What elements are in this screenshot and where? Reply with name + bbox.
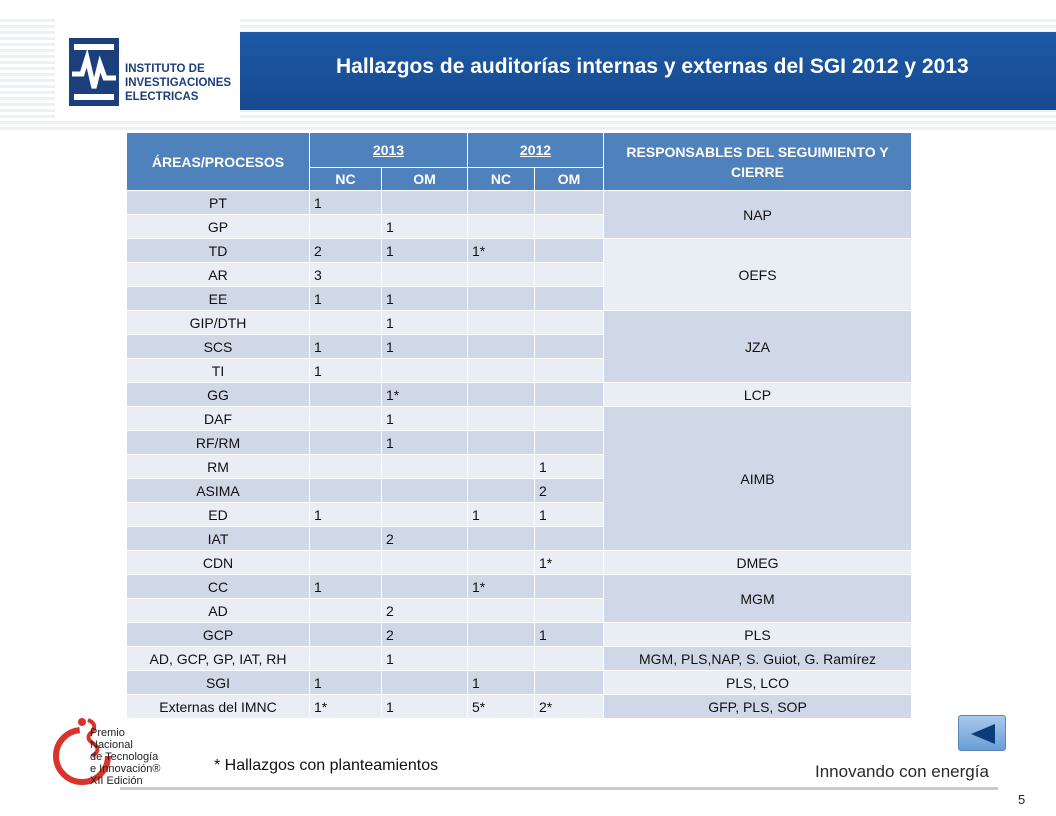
- header-2013: [310, 133, 468, 168]
- cell-nc-2012: [468, 311, 535, 335]
- cell-responsable: PLS: [604, 623, 912, 647]
- cell-om-2013: [382, 359, 468, 383]
- cell-responsable: JZA: [604, 311, 912, 383]
- cell-area: TD: [127, 239, 310, 263]
- cell-area: ASIMA: [127, 479, 310, 503]
- table-row: [127, 647, 912, 671]
- table-row: [127, 551, 912, 575]
- cell-nc-2013: 1: [310, 287, 382, 311]
- cell-om-2012: 2*: [535, 695, 604, 719]
- cell-om-2013: [382, 263, 468, 287]
- footnote: * Hallazgos con planteamientos: [214, 757, 439, 774]
- cell-om-2012: [535, 407, 604, 431]
- cell-nc-2012: [468, 335, 535, 359]
- cell-nc-2013: 1: [310, 503, 382, 527]
- cell-nc-2013: [310, 431, 382, 455]
- cell-om-2012: 1: [535, 455, 604, 479]
- cell-nc-2012: 5*: [468, 695, 535, 719]
- link-2012[interactable]: 2012: [519, 142, 552, 158]
- cell-nc-2012: [468, 479, 535, 503]
- page-number: 5: [1018, 792, 1026, 807]
- cell-nc-2012: 1: [468, 671, 535, 695]
- cell-om-2013: [382, 503, 468, 527]
- iie-logo: [55, 18, 240, 120]
- cell-om-2013: [382, 551, 468, 575]
- cell-om-2013: [382, 191, 468, 215]
- cell-area: TI: [127, 359, 310, 383]
- table-row: [127, 623, 912, 647]
- cell-nc-2012: [468, 431, 535, 455]
- cell-nc-2013: [310, 647, 382, 671]
- iie-logo-icon: [69, 38, 119, 106]
- cell-nc-2012: [468, 215, 535, 239]
- table-row: [127, 239, 912, 263]
- premio-text: [90, 727, 220, 787]
- findings-table-container: [126, 132, 912, 719]
- cell-om-2012: 1: [535, 503, 604, 527]
- cell-om-2012: [535, 575, 604, 599]
- table-row: [127, 575, 912, 599]
- cell-nc-2012: [468, 383, 535, 407]
- cell-responsable: AIMB: [604, 407, 912, 551]
- cell-nc-2013: 1: [310, 575, 382, 599]
- cell-responsable: DMEG: [604, 551, 912, 575]
- cell-nc-2013: 2: [310, 239, 382, 263]
- cell-om-2012: [535, 671, 604, 695]
- cell-om-2013: 1: [382, 239, 468, 263]
- cell-om-2012: [535, 191, 604, 215]
- cell-om-2013: 1: [382, 407, 468, 431]
- cell-nc-2012: [468, 623, 535, 647]
- cell-nc-2012: [468, 191, 535, 215]
- cell-responsable: NAP: [604, 191, 912, 239]
- cell-om-2013: [382, 479, 468, 503]
- back-button[interactable]: [958, 715, 1006, 751]
- table-row: [127, 407, 912, 431]
- cell-nc-2012: [468, 407, 535, 431]
- cell-om-2012: [535, 527, 604, 551]
- cell-area: SGI: [127, 671, 310, 695]
- cell-om-2012: [535, 311, 604, 335]
- cell-om-2013: 2: [382, 623, 468, 647]
- link-2013[interactable]: 2013: [372, 142, 405, 158]
- cell-nc-2013: [310, 623, 382, 647]
- cell-nc-2013: 1*: [310, 695, 382, 719]
- cell-om-2013: 1: [382, 431, 468, 455]
- cell-nc-2013: 1: [310, 671, 382, 695]
- cell-om-2013: 1: [382, 647, 468, 671]
- cell-nc-2012: 1*: [468, 575, 535, 599]
- iie-logo-text: [125, 62, 237, 104]
- cell-om-2012: [535, 431, 604, 455]
- footer-divider: [120, 787, 998, 790]
- cell-area: Externas del IMNC: [127, 695, 310, 719]
- cell-om-2012: [535, 263, 604, 287]
- premio-line-2: Nacional: [90, 739, 133, 751]
- cell-nc-2012: [468, 263, 535, 287]
- cell-om-2013: 1: [382, 335, 468, 359]
- cell-om-2013: 2: [382, 527, 468, 551]
- cell-nc-2012: [468, 527, 535, 551]
- cell-om-2013: 1: [382, 215, 468, 239]
- cell-nc-2013: 3: [310, 263, 382, 287]
- cell-area: PT: [127, 191, 310, 215]
- table-body: [127, 191, 912, 719]
- cell-nc-2013: 1: [310, 335, 382, 359]
- cell-responsable: MGM, PLS,NAP, S. Guiot, G. Ramírez: [604, 647, 912, 671]
- cell-nc-2013: [310, 599, 382, 623]
- cell-om-2012: [535, 647, 604, 671]
- cell-nc-2013: [310, 479, 382, 503]
- cell-om-2012: [535, 383, 604, 407]
- logo-line-1: INSTITUTO DE: [125, 63, 205, 75]
- header-nc-2012: NC: [468, 168, 535, 191]
- tagline: Innovando con energía: [815, 762, 989, 781]
- cell-om-2012: 2: [535, 479, 604, 503]
- cell-nc-2013: [310, 407, 382, 431]
- cell-om-2013: 1*: [382, 383, 468, 407]
- cell-om-2012: [535, 359, 604, 383]
- cell-area: EE: [127, 287, 310, 311]
- cell-area: CDN: [127, 551, 310, 575]
- cell-responsable: GFP, PLS, SOP: [604, 695, 912, 719]
- cell-nc-2012: [468, 287, 535, 311]
- cell-nc-2013: [310, 551, 382, 575]
- cell-om-2012: [535, 335, 604, 359]
- cell-area: GIP/DTH: [127, 311, 310, 335]
- table-row: [127, 311, 912, 335]
- cell-responsable: PLS, LCO: [604, 671, 912, 695]
- cell-area: AD: [127, 599, 310, 623]
- cell-responsable: OEFS: [604, 239, 912, 311]
- cell-area: IAT: [127, 527, 310, 551]
- cell-area: CC: [127, 575, 310, 599]
- cell-nc-2013: [310, 215, 382, 239]
- cell-area: ED: [127, 503, 310, 527]
- cell-area: AD, GCP, GP, IAT, RH: [127, 647, 310, 671]
- table-row: [127, 671, 912, 695]
- cell-responsable: LCP: [604, 383, 912, 407]
- page-title: Hallazgos de auditorías internas y externas del SGI 2012 y 2013: [336, 55, 969, 78]
- cell-nc-2012: [468, 359, 535, 383]
- cell-om-2013: [382, 671, 468, 695]
- cell-om-2013: 2: [382, 599, 468, 623]
- cell-om-2013: 1: [382, 311, 468, 335]
- premio-line-4: e Innovación®: [90, 763, 161, 775]
- cell-area: DAF: [127, 407, 310, 431]
- cell-nc-2013: 1: [310, 191, 382, 215]
- cell-om-2012: [535, 287, 604, 311]
- cell-om-2012: [535, 239, 604, 263]
- header-om-2013: OM: [382, 168, 468, 191]
- cell-nc-2013: [310, 527, 382, 551]
- table-row: [127, 695, 912, 719]
- cell-nc-2012: [468, 647, 535, 671]
- header-2012: [468, 133, 604, 168]
- table-row: [127, 383, 912, 407]
- cell-om-2012: [535, 599, 604, 623]
- premio-line-3: de Tecnología: [90, 751, 159, 763]
- cell-nc-2013: [310, 311, 382, 335]
- premio-line-5: XII Edición: [90, 775, 143, 787]
- cell-area: RM: [127, 455, 310, 479]
- cell-om-2013: 1: [382, 287, 468, 311]
- cell-area: SCS: [127, 335, 310, 359]
- logo-line-3: ELECTRICAS: [125, 91, 199, 103]
- cell-nc-2012: 1: [468, 503, 535, 527]
- cell-om-2013: [382, 575, 468, 599]
- cell-om-2012: 1: [535, 623, 604, 647]
- cell-nc-2013: [310, 383, 382, 407]
- cell-om-2013: [382, 455, 468, 479]
- cell-area: GCP: [127, 623, 310, 647]
- findings-table: [126, 132, 912, 719]
- cell-nc-2013: [310, 455, 382, 479]
- premio-line-1: Premio: [90, 727, 125, 739]
- table-row: [127, 191, 912, 215]
- cell-area: RF/RM: [127, 431, 310, 455]
- header-nc-2013: NC: [310, 168, 382, 191]
- header-responsables: RESPONSABLES DEL SEGUIMIENTO Y CIERRE: [604, 133, 912, 191]
- cell-area: AR: [127, 263, 310, 287]
- cell-nc-2012: [468, 599, 535, 623]
- header-om-2012: OM: [535, 168, 604, 191]
- cell-area: GG: [127, 383, 310, 407]
- logo-line-2: INVESTIGACIONES: [125, 77, 232, 89]
- cell-nc-2012: [468, 455, 535, 479]
- cell-nc-2012: 1*: [468, 239, 535, 263]
- back-arrow-icon: [969, 722, 997, 746]
- cell-area: GP: [127, 215, 310, 239]
- header-areas: ÁREAS/PROCESOS: [127, 133, 310, 191]
- cell-om-2012: 1*: [535, 551, 604, 575]
- cell-om-2012: [535, 215, 604, 239]
- cell-nc-2012: [468, 551, 535, 575]
- cell-om-2013: 1: [382, 695, 468, 719]
- cell-responsable: MGM: [604, 575, 912, 623]
- cell-nc-2013: 1: [310, 359, 382, 383]
